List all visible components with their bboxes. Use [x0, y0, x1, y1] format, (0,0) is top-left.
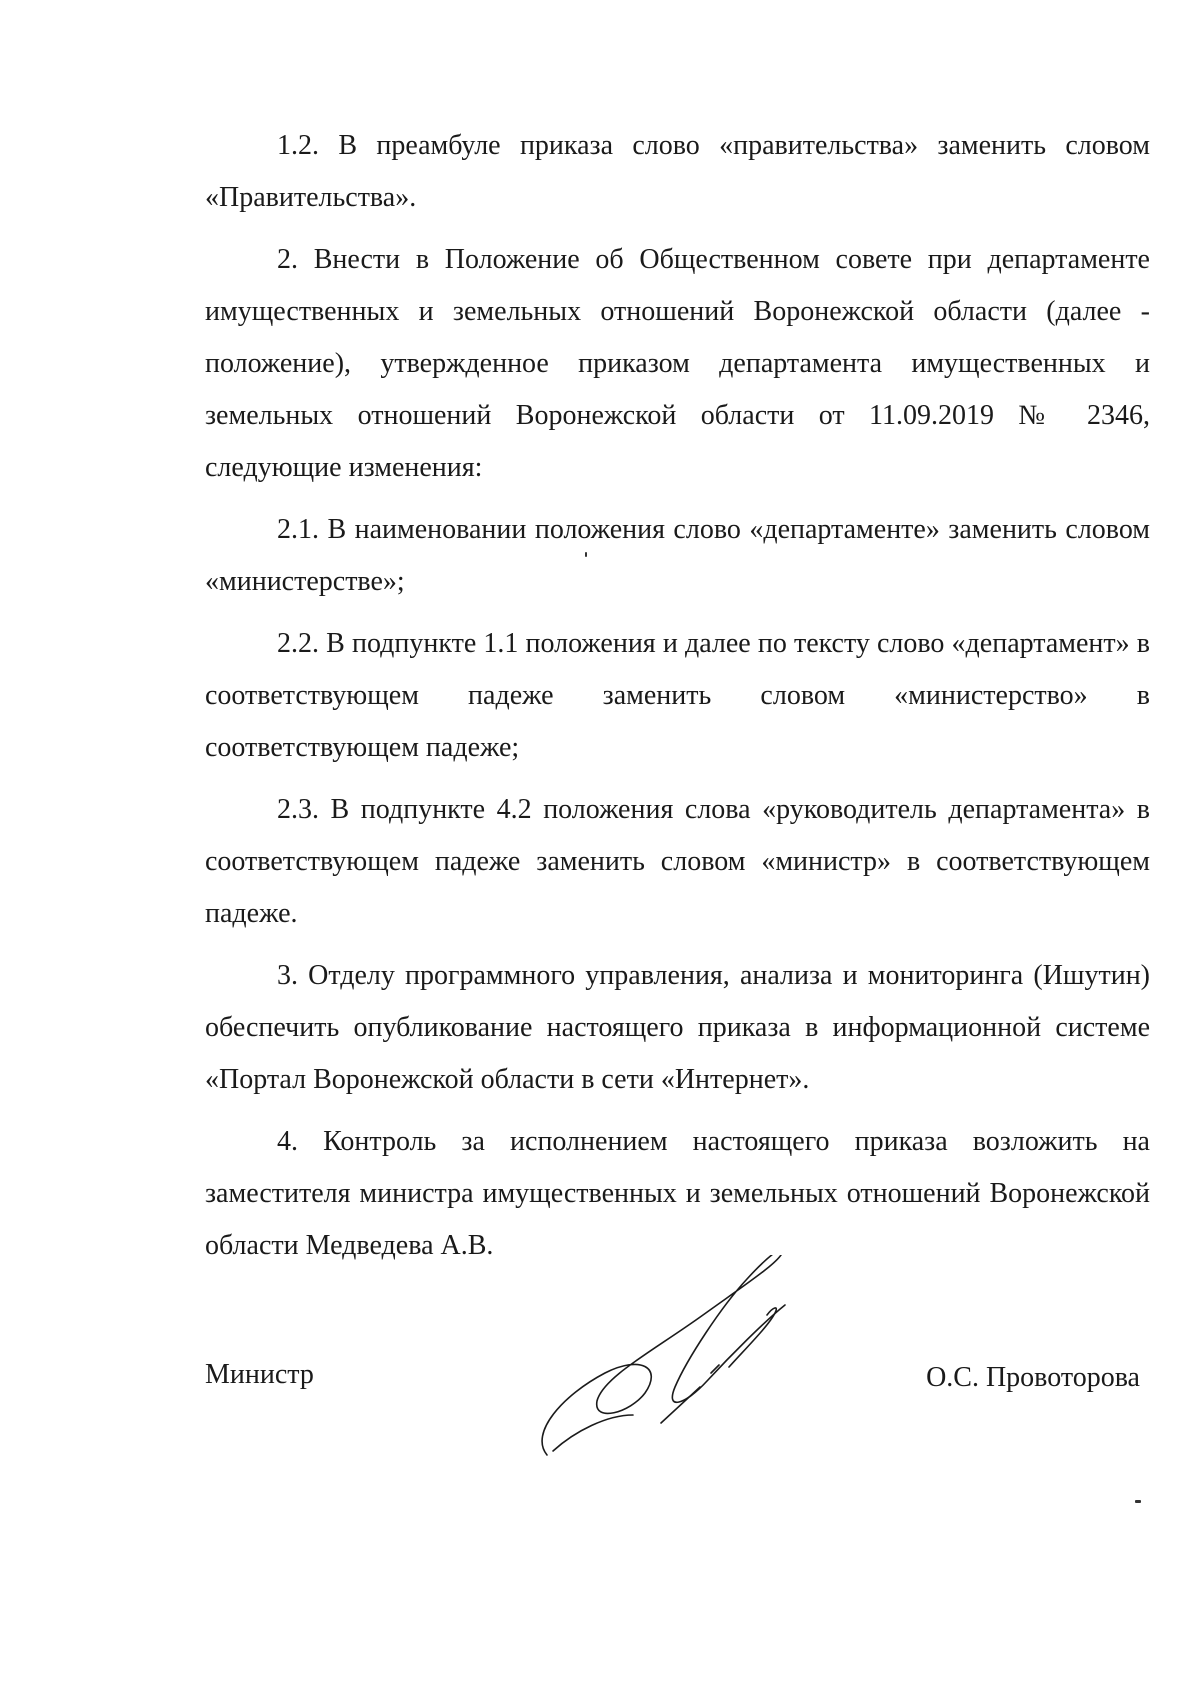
signer-position: Министр: [205, 1359, 314, 1390]
scan-artifact: [1135, 1500, 1141, 1503]
paragraph-2: 2. Внести в Положение об Общественном совете при департаменте имущественных и земельных отношений Воронежской области (далее - положение), утвержденное приказом департамента имущественных и земельных отношений Воронежской области от 11.09.2019 № 2346, следующие изменения:: [205, 244, 1150, 483]
paragraph-4: 4. Контроль за исполнением настоящего приказа возложить на заместителя министра имущественных и земельных отношений Воронежской области Медведева А.В.: [205, 1126, 1150, 1261]
scan-artifact: [585, 552, 587, 557]
paragraph-3: 3. Отделу программного управления, анализа и мониторинга (Ишутин) обеспечить опубликование настоящего приказа в информационной системе «Портал Воронежской области в сети «Интернет».: [205, 960, 1150, 1095]
paragraph-2-1: 2.1. В наименовании положения слово «департаменте» заменить словом «министерстве»;: [205, 514, 1150, 597]
paragraph-2-2: 2.2. В подпункте 1.1 положения и далее по тексту слово «департамент» в соответствующем падеже заменить словом «министерство» в соответствующем падеже;: [205, 628, 1150, 763]
handwritten-signature: [535, 1255, 855, 1465]
paragraph-2-3: 2.3. В подпункте 4.2 положения слова «руководитель департамента» в соответствующем падеже заменить словом «министр» в соответствующем падеже.: [205, 794, 1150, 929]
signature-block: [205, 1255, 1150, 1425]
paragraph-1-2: 1.2. В преамбуле приказа слово «правительства» заменить словом «Правительства».: [205, 130, 1150, 213]
document-body: [205, 120, 1150, 1282]
signer-name: О.С. Провоторова: [926, 1362, 1140, 1393]
